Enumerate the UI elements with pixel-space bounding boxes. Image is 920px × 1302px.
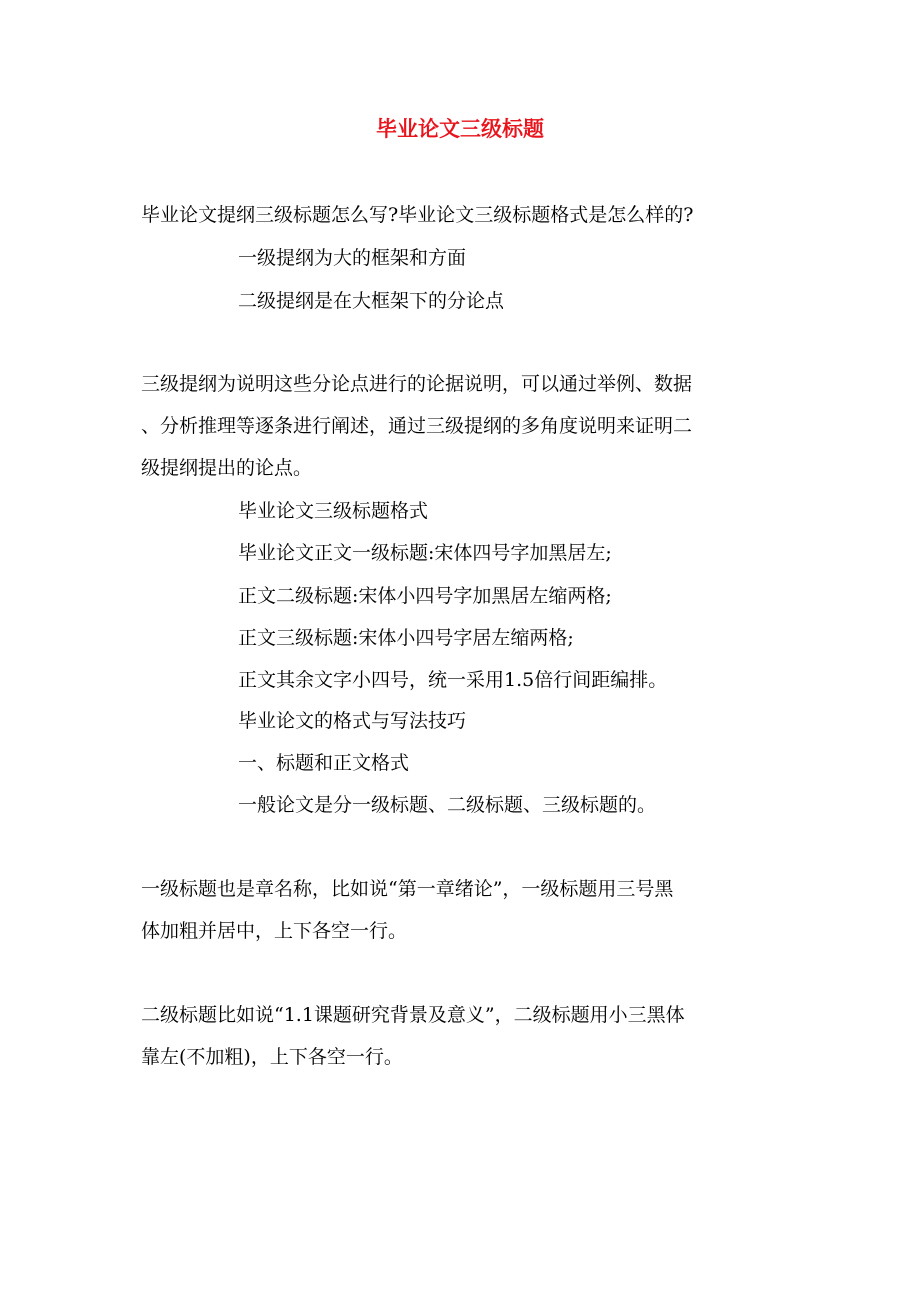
- paragraph-line: 一般论文是分一级标题、二级标题、三级标题的。: [238, 794, 657, 816]
- paragraph-line: 一级提纲为大的框架和方面: [238, 247, 467, 269]
- document-title: 毕业论文三级标题: [376, 116, 544, 141]
- paragraph-line: 二级提纲是在大框架下的分论点: [238, 290, 505, 312]
- paragraph-line: 三级提纲为说明这些分论点进行的论据说明，可以通过举例、数据: [141, 373, 693, 395]
- paragraph-line: 一级标题也是章名称，比如说“第一章绪论”，一级标题用三号黑: [141, 878, 674, 900]
- paragraph-line: 正文二级标题:宋体小四号字加黑居左缩两格;: [238, 585, 612, 607]
- paragraph-line: 二级标题比如说“1.1课题研究背景及意义”，二级标题用小三黑体: [141, 1004, 685, 1026]
- paragraph-line: 体加粗并居中，上下各空一行。: [141, 920, 408, 942]
- paragraph-line: 毕业论文的格式与写法技巧: [238, 710, 467, 732]
- paragraph-line: 正文三级标题:宋体小四号字居左缩两格;: [238, 627, 574, 649]
- paragraph-line: 靠左(不加粗)，上下各空一行。: [141, 1046, 403, 1068]
- paragraph-line: 毕业论文正文一级标题:宋体四号字加黑居左;: [238, 542, 612, 564]
- paragraph-line: 一、标题和正文格式: [238, 752, 410, 774]
- paragraph-line: 毕业论文三级标题格式: [238, 500, 429, 522]
- paragraph-line: 毕业论文提纲三级标题怎么写?毕业论文三级标题格式是怎么样的?: [141, 204, 694, 226]
- paragraph-line: 、分析推理等逐条进行阐述，通过三级提纲的多角度说明来证明二: [141, 415, 693, 437]
- paragraph-line: 级提纲提出的论点。: [141, 457, 313, 479]
- paragraph-line: 正文其余文字小四号，统一采用1.5倍行间距编排。: [238, 669, 668, 691]
